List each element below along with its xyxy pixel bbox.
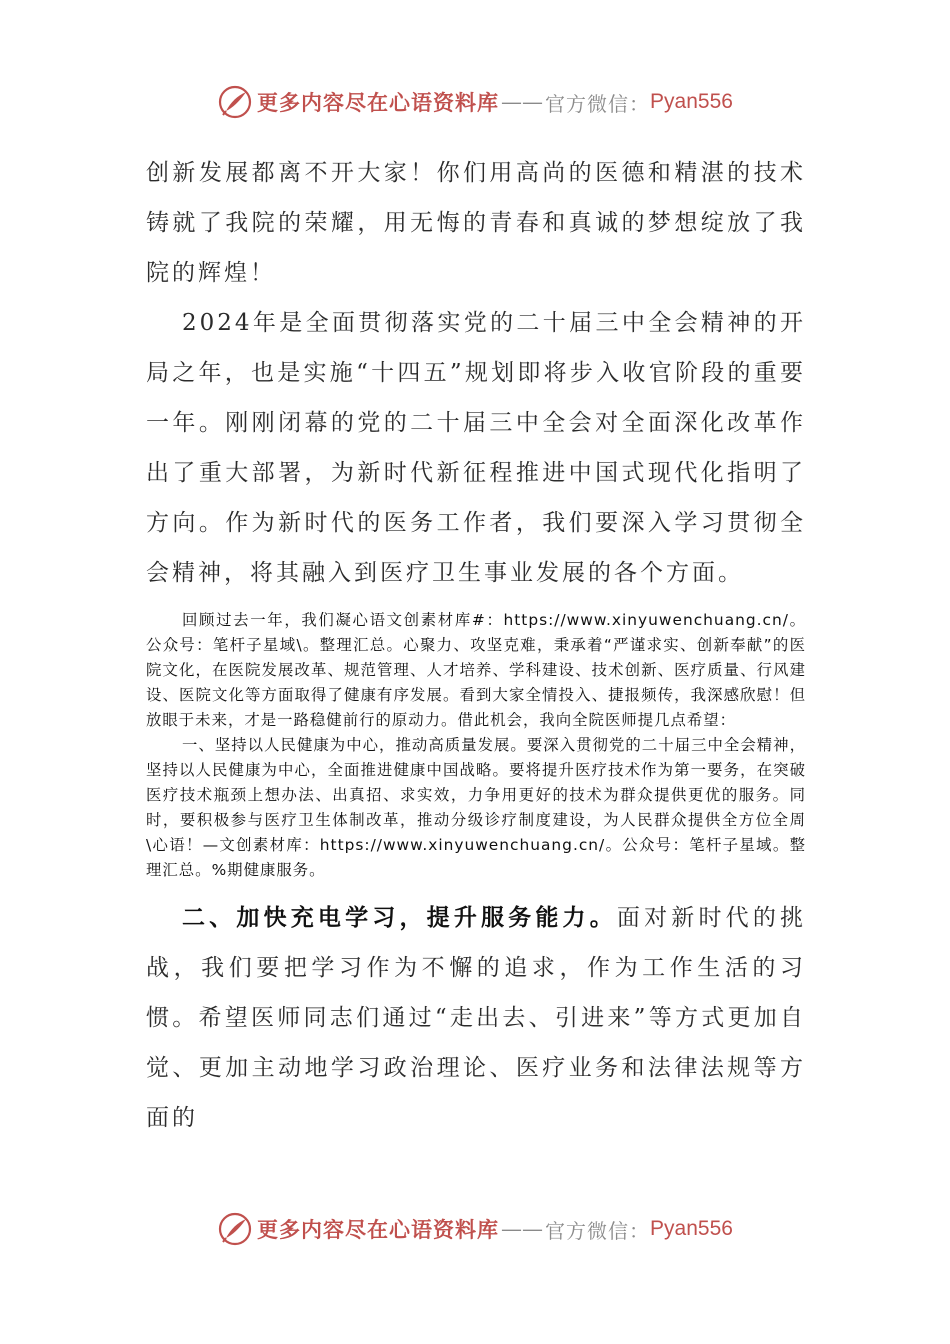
paragraph-point-one: 一、坚持以人民健康为中心，推动高质量发展。要深入贯彻党的二十届三中全会精神，坚持以人民健康为中心，全面推进健康中国战略。要将提升医疗技术作为第一要务，在突破医疗技术瓶颈上想办法、出真招、求实效，力争用更好的技术为群众提供更优的服务。同时，要积极参与医疗卫生体制改革，推动分级诊疗制度建设，为人民群众提供全方位全周\心语！—文创素材库：https://www.xinyuwenchuang.cn/。公众号：笔杆子星域。整理汇总。%期健康服务。: [146, 736, 806, 879]
header-banner: [0, 82, 950, 122]
banner-separator: ——: [501, 90, 544, 114]
footer-banner-title: 更多内容尽在心语资料库: [257, 1217, 500, 1242]
footer-banner-wechat-label: 官方微信：: [545, 1218, 651, 1243]
banner-wechat-label: 官方微信：: [545, 91, 651, 116]
banner-wechat-id: Pyan556: [650, 90, 733, 113]
paragraph-review: 回顾过去一年，我们凝心语文创素材库#：https://www.xinyuwenchuang.cn/。公众号：笔杆子星域\。整理汇总。心聚力、攻坚克难，秉承着“严谨求实、创新奉献”的医院文化，在医院发展改革、规范管理、人才培养、学科建设、技术创新、医疗质量、行风建设、医院文化等方面取得了健康有序发展。看到大家全情投入、捷报频传，我深感欣慰！但放眼于未来，才是一路稳健前行的原动力。借此机会，我向全院医师提几点希望：: [146, 611, 806, 729]
small-text-block: [146, 608, 806, 883]
footer-banner: [0, 1209, 950, 1249]
paragraph-point-two: [146, 893, 806, 1143]
paragraph-2024: 2024年是全面贯彻落实党的二十届三中全会精神的开局之年，也是实施“十四五”规划即将步入收官阶段的重要一年。刚刚闭幕的党的二十届三中全会对全面深化改革作出了重大部署，为新时代新征程推进中国式现代化指明了方向。作为新时代的医务工作者，我们要深入学习贯彻全会精神，将其融入到医疗卫生事业发展的各个方面。: [146, 310, 806, 586]
footer-banner-wechat-id: Pyan556: [650, 1217, 733, 1240]
quill-pen-icon: [217, 84, 253, 120]
paragraph-continuation: 创新发展都离不开大家！你们用高尚的医德和精湛的技术铸就了我院的荣耀，用无悔的青春和真诚的梦想绽放了我院的辉煌！: [146, 160, 806, 286]
document-body: [146, 148, 806, 1143]
quill-pen-icon: [217, 1211, 253, 1247]
footer-banner-separator: ——: [501, 1217, 544, 1241]
banner-title: 更多内容尽在心语资料库: [257, 90, 500, 115]
point-two-text: 面对新时代的挑战，我们要把学习作为不懈的追求，作为工作生活的习惯。希望医师同志们通过“走出去、引进来”等方式更加自觉、更加主动地学习政治理论、医疗业务和法律法规等方面的: [146, 905, 807, 1131]
point-two-heading: 二、加快充电学习，提升服务能力。: [182, 904, 617, 931]
